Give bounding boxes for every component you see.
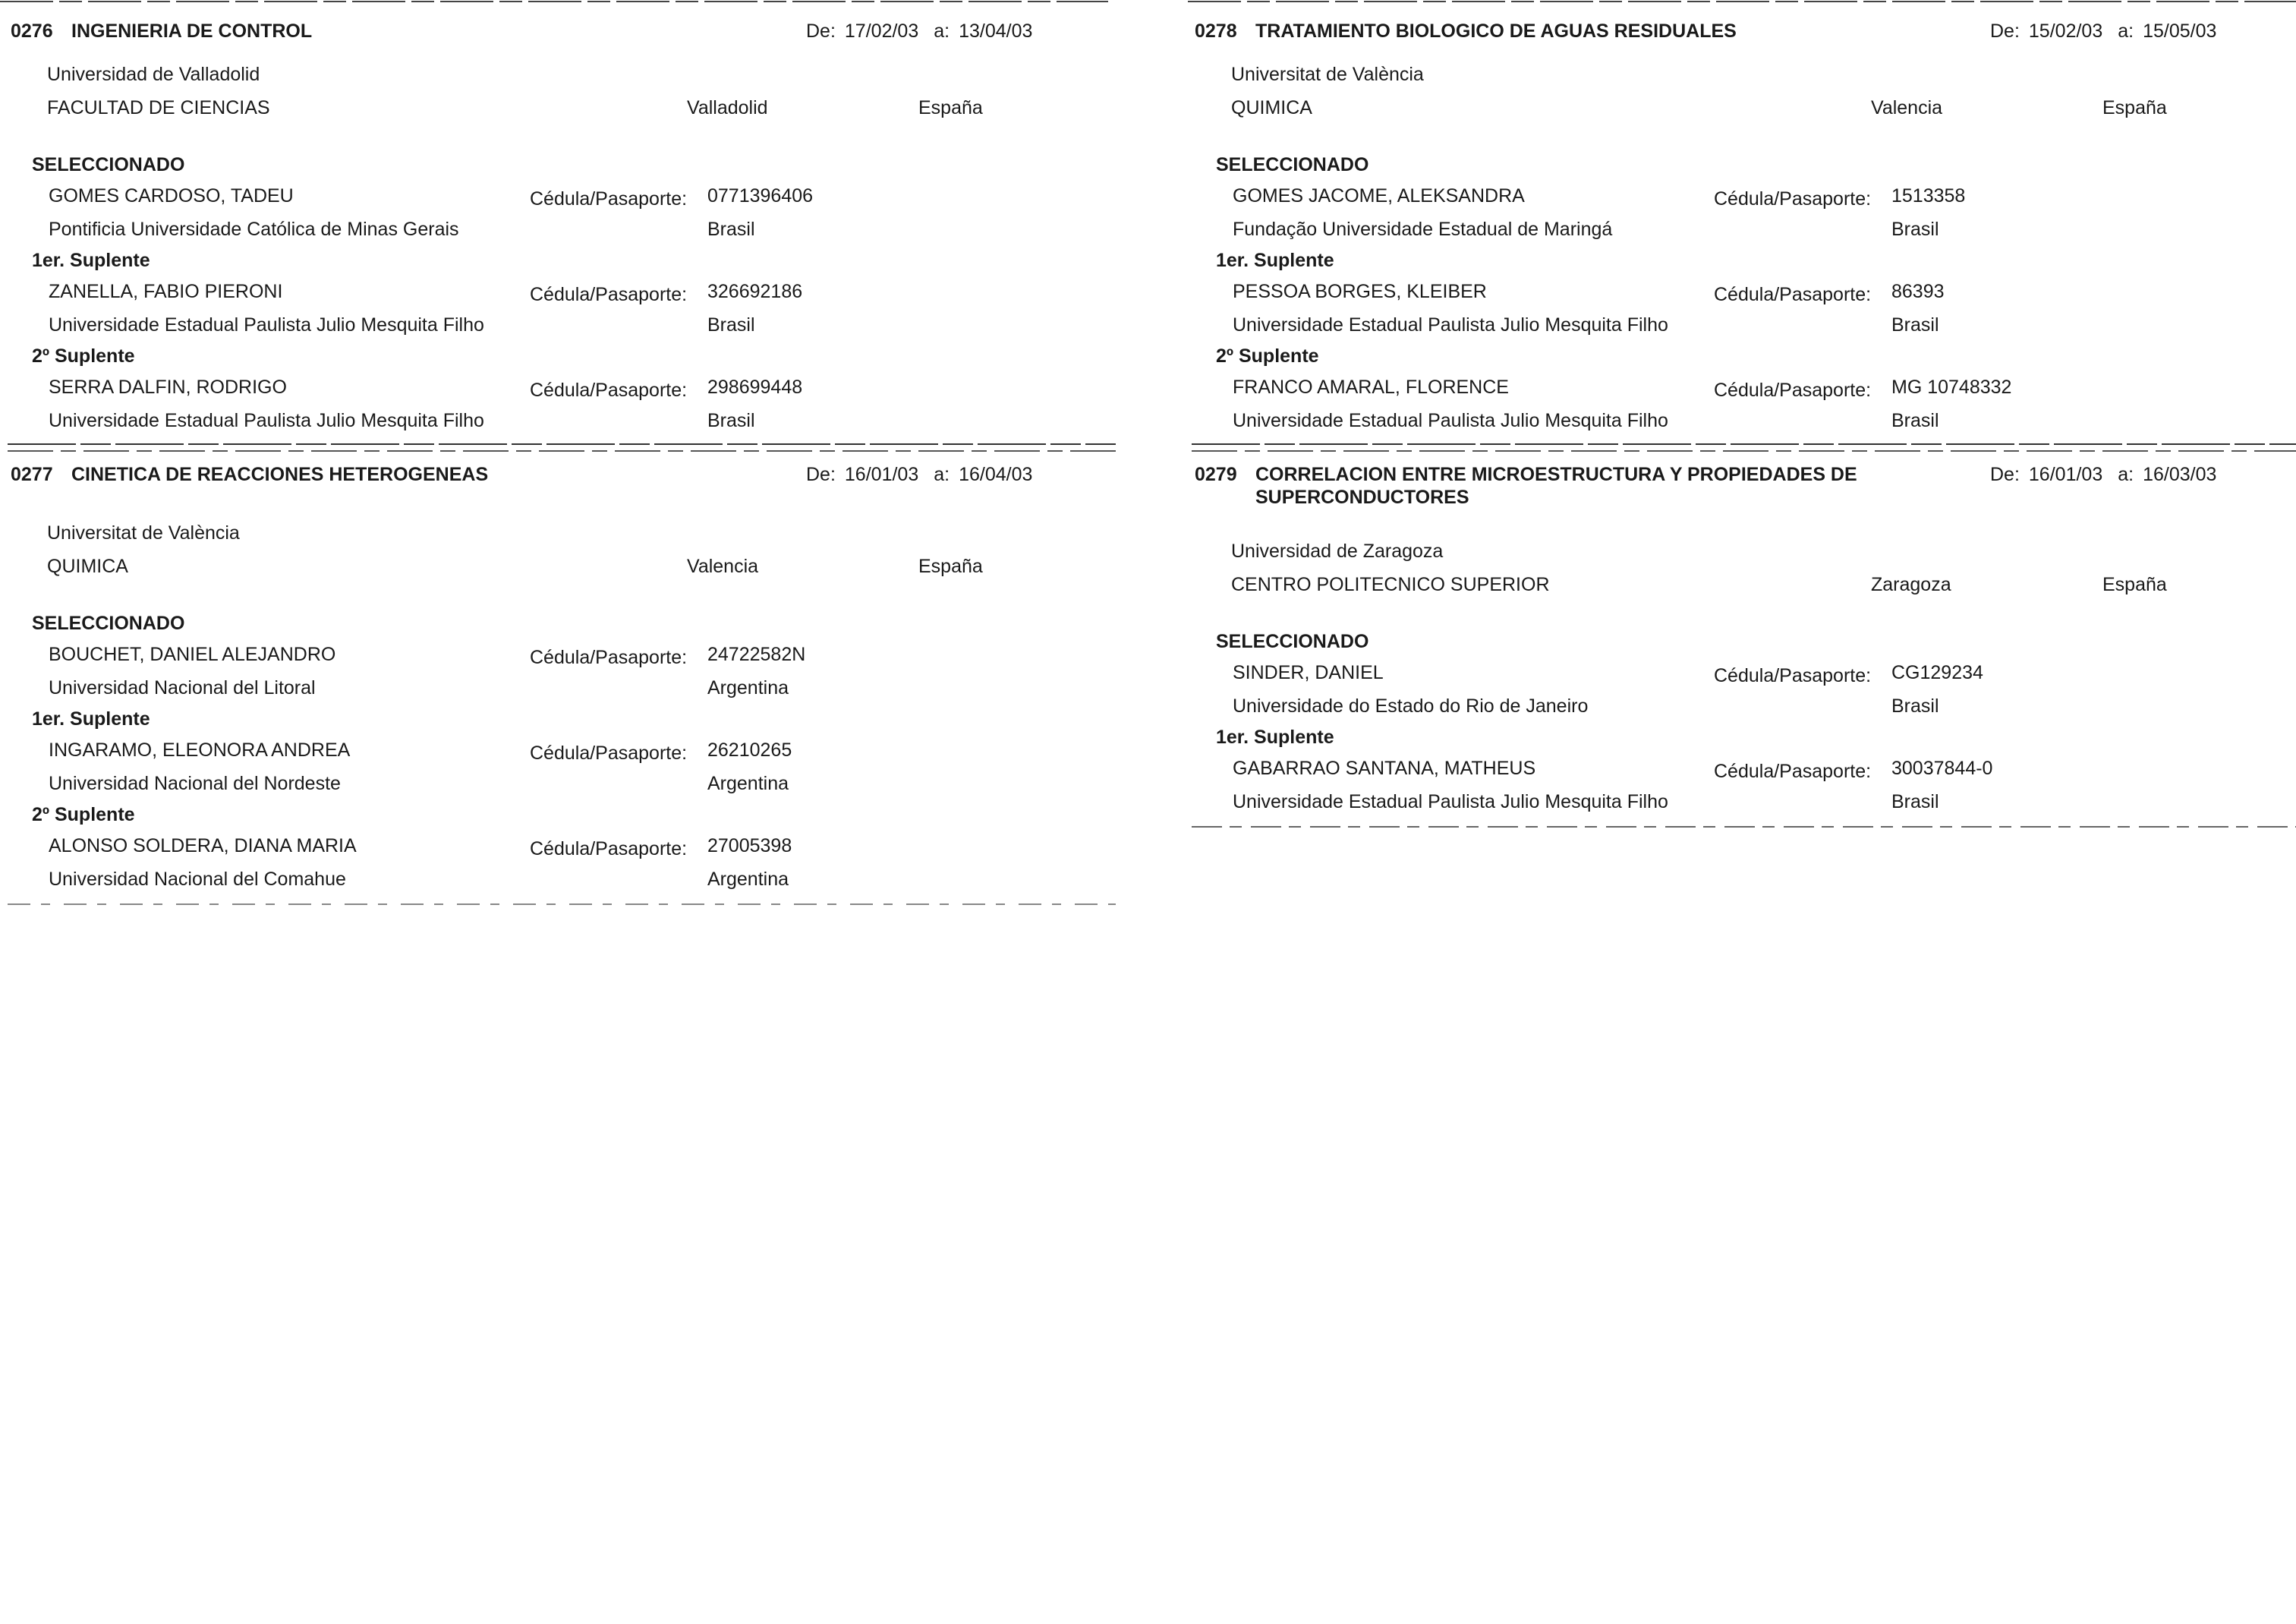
candidate-role: 1er. Suplente (32, 250, 150, 271)
host-faculty-row (1192, 91, 2296, 125)
candidate-university-row (1192, 213, 2296, 246)
candidate-country: Brasil (1891, 314, 1939, 336)
to-label: a: (934, 20, 950, 42)
id-number: 298699448 (707, 377, 803, 398)
candidate-university: Universidade Estadual Paulista Julio Mesquita Filho (49, 410, 484, 431)
entry-code: 0279 (1195, 464, 1237, 485)
id-number: 326692186 (707, 281, 803, 302)
entry-title: CINETICA DE REACCIONES HETEROGENEAS (71, 464, 489, 485)
right-column (1192, 0, 2296, 840)
host-country: España (2102, 97, 2167, 118)
candidate-university: Universidade Estadual Paulista Julio Mesquita Filho (1233, 791, 1668, 812)
entry-separator (8, 896, 1123, 917)
host-country: España (2102, 574, 2167, 595)
entry-dates (1990, 20, 2216, 43)
candidate-name: GABARRAO SANTANA, MATHEUS (1233, 758, 1536, 779)
candidate-university: Universidade Estadual Paulista Julio Mesquita Filho (1233, 410, 1668, 431)
from-date: 16/01/03 (844, 464, 919, 485)
candidate-role: 1er. Suplente (32, 708, 150, 730)
id-number: 27005398 (707, 835, 792, 856)
candidate-role: 2º Suplente (32, 804, 135, 825)
candidate-role: SELECCIONADO (1216, 154, 1369, 175)
candidate-name: ALONSO SOLDERA, DIANA MARIA (49, 835, 357, 856)
host-faculty: QUIMICA (1231, 97, 1312, 118)
candidate-university-row (8, 404, 1123, 437)
candidate-name: SERRA DALFIN, RODRIGO (49, 377, 287, 398)
id-number: MG 10748332 (1891, 377, 2012, 398)
entry-code: 0276 (11, 20, 53, 42)
candidate-row (1192, 179, 2296, 213)
entry-dates (806, 20, 1032, 43)
from-label: De: (1990, 20, 2020, 42)
candidate-row (8, 371, 1123, 404)
candidate-country: Brasil (707, 219, 755, 240)
candidate-role: 2º Suplente (1216, 345, 1319, 367)
candidate-university: Universidad Nacional del Litoral (49, 677, 316, 698)
id-label: Cédula/Pasaporte: (1714, 284, 1872, 305)
host-university: Universitat de València (47, 522, 240, 544)
host-city: Valladolid (687, 97, 768, 118)
candidate-name: FRANCO AMARAL, FLORENCE (1233, 377, 1509, 398)
host-university: Universitat de València (1231, 64, 1424, 85)
candidate-role: SELECCIONADO (32, 613, 185, 634)
candidate-university: Pontificia Universidade Católica de Minas Gerais (49, 219, 459, 240)
id-label: Cédula/Pasaporte: (530, 647, 688, 668)
candidate-university-row (8, 308, 1123, 342)
host-faculty-row (8, 91, 1123, 125)
entry-code: 0277 (11, 464, 53, 485)
candidate-name: BOUCHET, DANIEL ALEJANDRO (49, 644, 336, 665)
to-label: a: (934, 464, 950, 485)
candidate-country: Brasil (1891, 219, 1939, 240)
candidate-university: Universidade do Estado do Rio de Janeiro (1233, 695, 1589, 717)
candidate-university-row (1192, 785, 2296, 818)
entry-header (1192, 0, 2296, 58)
candidate-country: Argentina (707, 773, 789, 794)
entry-code: 0278 (1195, 20, 1237, 42)
candidate-name: SINDER, DANIEL (1233, 662, 1384, 683)
candidate-university-row (8, 213, 1123, 246)
id-label: Cédula/Pasaporte: (1714, 665, 1872, 686)
entry-header (8, 0, 1123, 58)
entry-dates (1990, 463, 2216, 486)
id-number: CG129234 (1891, 662, 1983, 683)
entry-title: CORRELACION ENTRE MICROESTRUCTURA Y PROPIEDADES DE SUPERCONDUCTORES (1255, 464, 1857, 508)
host-faculty: CENTRO POLITECNICO SUPERIOR (1231, 574, 1550, 595)
id-number: 30037844-0 (1891, 758, 1993, 779)
candidate-university-row (8, 671, 1123, 705)
entry-separator (1192, 818, 2296, 840)
candidate-name: GOMES CARDOSO, TADEU (49, 185, 294, 207)
candidate-row (1192, 656, 2296, 689)
entry-header (8, 459, 1123, 516)
candidate-country: Brasil (707, 314, 755, 336)
host-faculty: FACULTAD DE CIENCIAS (47, 97, 270, 118)
id-label: Cédula/Pasaporte: (530, 188, 688, 210)
id-label: Cédula/Pasaporte: (1714, 761, 1872, 782)
entry-header (1192, 459, 2296, 535)
candidate-university: Fundação Universidade Estadual de Maringá (1233, 219, 1613, 240)
candidate-row (1192, 752, 2296, 785)
host-faculty: QUIMICA (47, 556, 128, 577)
host-university: Universidad de Zaragoza (1231, 541, 1444, 562)
to-date: 15/05/03 (2143, 20, 2217, 42)
from-label: De: (1990, 464, 2020, 485)
host-university: Universidad de Valladolid (47, 64, 260, 85)
candidate-university-row (8, 767, 1123, 800)
candidate-country: Brasil (1891, 791, 1939, 812)
candidate-country: Argentina (707, 677, 789, 698)
candidate-country: Brasil (707, 410, 755, 431)
from-date: 15/02/03 (2028, 20, 2103, 42)
candidate-name: ZANELLA, FABIO PIERONI (49, 281, 283, 302)
host-city: Valencia (1871, 97, 1943, 118)
id-label: Cédula/Pasaporte: (530, 284, 688, 305)
entry-title: TRATAMIENTO BIOLOGICO DE AGUAS RESIDUALES (1255, 20, 1737, 42)
candidate-role: 1er. Suplente (1216, 727, 1334, 748)
entry-dates (806, 463, 1032, 486)
entry-separator (8, 437, 1123, 459)
entry-0277 (8, 459, 1123, 917)
left-column (8, 0, 1123, 917)
id-label: Cédula/Pasaporte: (1714, 380, 1872, 401)
from-date: 16/01/03 (2028, 464, 2103, 485)
candidate-country: Brasil (1891, 410, 1939, 431)
candidate-row (1192, 371, 2296, 404)
candidate-name: PESSOA BORGES, KLEIBER (1233, 281, 1487, 302)
entry-0279 (1192, 459, 2296, 840)
entry-title: INGENIERIA DE CONTROL (71, 20, 313, 42)
host-country: España (918, 97, 983, 118)
host-city: Valencia (687, 556, 759, 577)
candidate-role: 1er. Suplente (1216, 250, 1334, 271)
candidate-name: INGARAMO, ELEONORA ANDREA (49, 739, 351, 761)
candidate-university: Universidade Estadual Paulista Julio Mesquita Filho (49, 314, 484, 336)
host-faculty-row (1192, 568, 2296, 601)
id-number: 0771396406 (707, 185, 814, 207)
entry-0278 (1192, 0, 2296, 459)
host-city: Zaragoza (1871, 574, 1951, 595)
candidate-row (8, 275, 1123, 308)
from-label: De: (806, 20, 836, 42)
to-date: 13/04/03 (959, 20, 1033, 42)
candidate-row (8, 179, 1123, 213)
candidate-row (1192, 275, 2296, 308)
from-label: De: (806, 464, 836, 485)
id-label: Cédula/Pasaporte: (1714, 188, 1872, 210)
id-label: Cédula/Pasaporte: (530, 838, 688, 859)
candidate-university-row (1192, 404, 2296, 437)
to-date: 16/03/03 (2143, 464, 2217, 485)
candidate-row (8, 733, 1123, 767)
id-label: Cédula/Pasaporte: (530, 380, 688, 401)
host-country: España (918, 556, 983, 577)
id-number: 26210265 (707, 739, 792, 761)
to-label: a: (2118, 20, 2134, 42)
candidate-role: 2º Suplente (32, 345, 135, 367)
entry-separator (1192, 437, 2296, 459)
id-number: 86393 (1891, 281, 1945, 302)
candidate-university: Universidade Estadual Paulista Julio Mesquita Filho (1233, 314, 1668, 336)
host-faculty-row (8, 550, 1123, 583)
candidate-university: Universidad Nacional del Comahue (49, 869, 346, 890)
candidate-row (8, 638, 1123, 671)
candidate-university-row (8, 862, 1123, 896)
candidate-university-row (1192, 308, 2296, 342)
id-label: Cédula/Pasaporte: (530, 743, 688, 764)
candidate-country: Argentina (707, 869, 789, 890)
id-number: 24722582N (707, 644, 806, 665)
candidate-name: GOMES JACOME, ALEKSANDRA (1233, 185, 1525, 207)
to-date: 16/04/03 (959, 464, 1033, 485)
from-date: 17/02/03 (844, 20, 919, 42)
candidate-university-row (1192, 689, 2296, 723)
id-number: 1513358 (1891, 185, 1966, 207)
candidate-row (8, 829, 1123, 862)
entry-0276 (8, 0, 1123, 459)
candidate-role: SELECCIONADO (1216, 631, 1369, 652)
candidate-country: Brasil (1891, 695, 1939, 717)
candidate-role: SELECCIONADO (32, 154, 185, 175)
candidate-university: Universidad Nacional del Nordeste (49, 773, 341, 794)
to-label: a: (2118, 464, 2134, 485)
